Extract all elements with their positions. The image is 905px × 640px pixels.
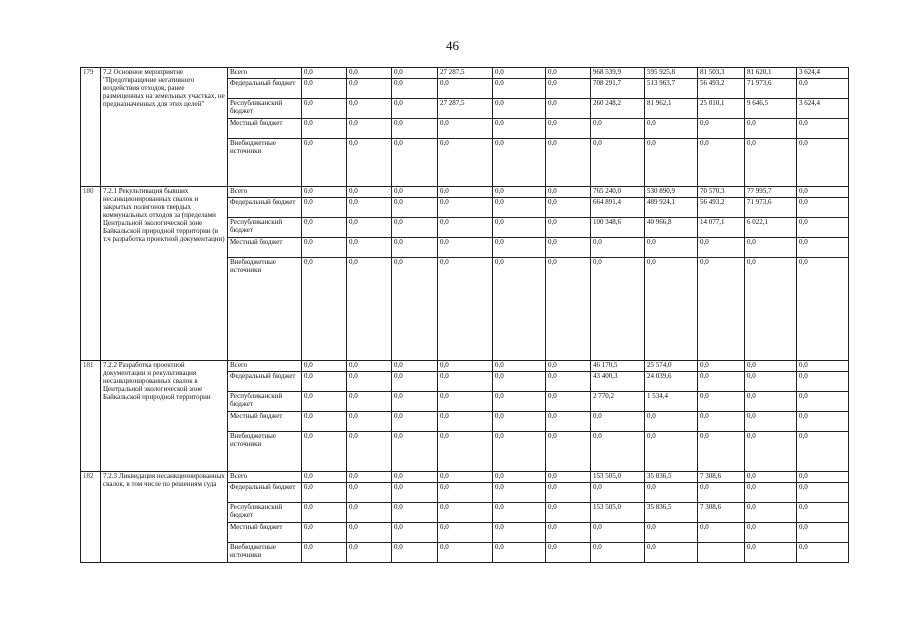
value-cell: 0,0: [493, 68, 546, 79]
value-cell: 595 925,8: [645, 68, 698, 79]
value-cell: 0,0: [493, 392, 546, 412]
value-cell: 0,0: [438, 198, 493, 218]
value-cell: 0,0: [438, 432, 493, 472]
value-cell: 0,0: [797, 218, 849, 238]
value-cell: 0,0: [745, 238, 797, 258]
value-cell: 0,0: [392, 392, 438, 412]
measure-name: 7.2.3 Ликвидация несанкционированных свалок, в том числе по решениям суда: [101, 472, 228, 563]
value-cell: 0,0: [438, 238, 493, 258]
value-cell: 0,0: [493, 372, 546, 392]
value-cell: 0,0: [347, 503, 392, 523]
value-cell: 0,0: [493, 79, 546, 99]
value-cell: 7 308,6: [698, 472, 745, 483]
value-cell: 0,0: [591, 483, 645, 503]
value-cell: 765 240,0: [591, 187, 645, 198]
value-cell: 0,0: [745, 119, 797, 139]
value-cell: 0,0: [493, 483, 546, 503]
value-cell: 0,0: [546, 372, 591, 392]
value-cell: 0,0: [546, 392, 591, 412]
value-cell: 0,0: [302, 361, 347, 372]
value-cell: 153 505,0: [591, 472, 645, 483]
value-cell: 0,0: [546, 187, 591, 198]
value-cell: 43 400,3: [591, 372, 645, 392]
value-cell: 0,0: [392, 432, 438, 472]
value-cell: 0,0: [797, 361, 849, 372]
value-cell: 0,0: [302, 472, 347, 483]
value-cell: 0,0: [392, 503, 438, 523]
value-cell: 0,0: [347, 99, 392, 119]
value-cell: 0,0: [347, 523, 392, 543]
value-cell: 0,0: [591, 543, 645, 563]
value-cell: 0,0: [347, 361, 392, 372]
value-cell: 0,0: [745, 139, 797, 187]
value-cell: 0,0: [302, 483, 347, 503]
value-cell: 0,0: [302, 503, 347, 523]
value-cell: 0,0: [438, 139, 493, 187]
value-cell: 0,0: [698, 372, 745, 392]
value-cell: 0,0: [797, 238, 849, 258]
value-cell: 0,0: [438, 412, 493, 432]
value-cell: 0,0: [392, 361, 438, 372]
value-cell: 0,0: [438, 483, 493, 503]
value-cell: 81 620,1: [745, 68, 797, 79]
value-cell: 0,0: [392, 119, 438, 139]
value-cell: 0,0: [546, 361, 591, 372]
value-cell: 0,0: [493, 412, 546, 432]
value-cell: 530 890,9: [645, 187, 698, 198]
table-row: [81, 68, 849, 79]
value-cell: 0,0: [698, 238, 745, 258]
value-cell: 0,0: [302, 68, 347, 79]
value-cell: 0,0: [745, 503, 797, 523]
value-cell: 0,0: [546, 432, 591, 472]
value-cell: 0,0: [591, 238, 645, 258]
value-cell: 81 503,3: [698, 68, 745, 79]
value-cell: 0,0: [745, 372, 797, 392]
value-cell: 56 493,2: [698, 79, 745, 99]
value-cell: 0,0: [493, 503, 546, 523]
value-cell: 0,0: [347, 119, 392, 139]
value-cell: 0,0: [438, 361, 493, 372]
value-cell: 0,0: [546, 483, 591, 503]
value-cell: 0,0: [745, 258, 797, 361]
value-cell: 0,0: [493, 139, 546, 187]
value-cell: 0,0: [591, 523, 645, 543]
value-cell: 3 624,4: [797, 68, 849, 79]
row-number: 181: [81, 361, 101, 472]
funding-source: Внебюджетные источники: [228, 432, 302, 472]
value-cell: 0,0: [745, 412, 797, 432]
value-cell: 0,0: [546, 238, 591, 258]
value-cell: 0,0: [347, 218, 392, 238]
value-cell: 0,0: [698, 412, 745, 432]
value-cell: 0,0: [392, 258, 438, 361]
value-cell: 2 770,2: [591, 392, 645, 412]
value-cell: 0,0: [698, 432, 745, 472]
value-cell: 0,0: [347, 139, 392, 187]
table-row: [81, 472, 849, 483]
value-cell: 0,0: [347, 432, 392, 472]
value-cell: 0,0: [493, 361, 546, 372]
value-cell: 0,0: [645, 543, 698, 563]
value-cell: 0,0: [745, 392, 797, 412]
value-cell: 0,0: [302, 238, 347, 258]
value-cell: 0,0: [392, 218, 438, 238]
value-cell: 0,0: [645, 523, 698, 543]
value-cell: 0,0: [698, 483, 745, 503]
funding-source: Всего: [228, 187, 302, 198]
value-cell: 3 624,4: [797, 99, 849, 119]
value-cell: 0,0: [645, 412, 698, 432]
value-cell: 0,0: [302, 79, 347, 99]
value-cell: 56 493,2: [698, 198, 745, 218]
value-cell: 0,0: [546, 503, 591, 523]
value-cell: 0,0: [438, 119, 493, 139]
value-cell: 0,0: [493, 432, 546, 472]
funding-source: Республиканский бюджет: [228, 218, 302, 238]
value-cell: 0,0: [797, 372, 849, 392]
value-cell: 0,0: [347, 372, 392, 392]
value-cell: 77 995,7: [745, 187, 797, 198]
value-cell: 0,0: [392, 238, 438, 258]
value-cell: 0,0: [392, 198, 438, 218]
value-cell: 0,0: [438, 523, 493, 543]
value-cell: 0,0: [797, 472, 849, 483]
value-cell: 6 022,1: [745, 218, 797, 238]
value-cell: 0,0: [546, 412, 591, 432]
funding-source: Местный бюджет: [228, 523, 302, 543]
value-cell: 0,0: [797, 198, 849, 218]
value-cell: 0,0: [302, 198, 347, 218]
value-cell: 0,0: [347, 68, 392, 79]
value-cell: 0,0: [546, 198, 591, 218]
value-cell: 0,0: [438, 392, 493, 412]
value-cell: 0,0: [493, 218, 546, 238]
value-cell: 0,0: [347, 198, 392, 218]
funding-source: Федеральный бюджет: [228, 483, 302, 503]
value-cell: 0,0: [546, 543, 591, 563]
value-cell: 0,0: [302, 412, 347, 432]
value-cell: 0,0: [347, 483, 392, 503]
value-cell: 0,0: [645, 238, 698, 258]
value-cell: 0,0: [347, 392, 392, 412]
value-cell: 0,0: [797, 139, 849, 187]
funding-source: Местный бюджет: [228, 119, 302, 139]
value-cell: 0,0: [302, 432, 347, 472]
value-cell: 0,0: [797, 543, 849, 563]
value-cell: 0,0: [302, 218, 347, 238]
value-cell: 0,0: [392, 99, 438, 119]
measure-name: 7.2.1 Рекультивация бывших несанкционированных свалок и закрытых полигонов твердых коммунальных отходов за (пределами Центральной экологической зоне Байкальской природной территории (в т.ч разработка проектной документации): [101, 187, 228, 361]
value-cell: 0,0: [302, 187, 347, 198]
value-cell: 0,0: [302, 119, 347, 139]
value-cell: 0,0: [745, 523, 797, 543]
value-cell: 0,0: [797, 392, 849, 412]
funding-source: Республиканский бюджет: [228, 99, 302, 119]
value-cell: 0,0: [347, 258, 392, 361]
value-cell: 0,0: [347, 238, 392, 258]
value-cell: 0,0: [645, 119, 698, 139]
value-cell: 0,0: [797, 523, 849, 543]
value-cell: 0,0: [493, 543, 546, 563]
value-cell: 0,0: [546, 99, 591, 119]
value-cell: 24 039,6: [645, 372, 698, 392]
value-cell: 0,0: [493, 99, 546, 119]
value-cell: 260 248,2: [591, 99, 645, 119]
value-cell: 27 287,5: [438, 68, 493, 79]
value-cell: 0,0: [438, 79, 493, 99]
funding-source: Федеральный бюджет: [228, 372, 302, 392]
value-cell: 0,0: [392, 68, 438, 79]
value-cell: 0,0: [698, 361, 745, 372]
value-cell: 0,0: [745, 543, 797, 563]
funding-source: Внебюджетные источники: [228, 543, 302, 563]
value-cell: 0,0: [797, 432, 849, 472]
value-cell: 40 966,8: [645, 218, 698, 238]
value-cell: 0,0: [745, 432, 797, 472]
value-cell: 0,0: [493, 119, 546, 139]
value-cell: 0,0: [797, 187, 849, 198]
value-cell: 0,0: [698, 119, 745, 139]
value-cell: 0,0: [347, 79, 392, 99]
value-cell: 0,0: [698, 523, 745, 543]
value-cell: 0,0: [493, 238, 546, 258]
value-cell: 0,0: [591, 258, 645, 361]
value-cell: 25 010,1: [698, 99, 745, 119]
value-cell: 0,0: [745, 483, 797, 503]
value-cell: 0,0: [797, 79, 849, 99]
value-cell: 0,0: [493, 198, 546, 218]
value-cell: 0,0: [546, 218, 591, 238]
value-cell: 0,0: [438, 258, 493, 361]
funding-source: Всего: [228, 472, 302, 483]
value-cell: 0,0: [392, 523, 438, 543]
value-cell: 0,0: [797, 483, 849, 503]
row-number: 179: [81, 68, 101, 187]
value-cell: 0,0: [698, 392, 745, 412]
value-cell: 0,0: [797, 119, 849, 139]
value-cell: 0,0: [645, 139, 698, 187]
value-cell: 0,0: [493, 472, 546, 483]
value-cell: 664 891,4: [591, 198, 645, 218]
value-cell: [698, 543, 745, 563]
value-cell: 35 836,5: [645, 472, 698, 483]
value-cell: 0,0: [698, 258, 745, 361]
value-cell: 708 291,7: [591, 79, 645, 99]
value-cell: 81 962,1: [645, 99, 698, 119]
value-cell: 0,0: [438, 543, 493, 563]
value-cell: 0,0: [546, 139, 591, 187]
value-cell: 0,0: [438, 503, 493, 523]
funding-source: Местный бюджет: [228, 412, 302, 432]
value-cell: 35 836,5: [645, 503, 698, 523]
value-cell: 0,0: [546, 472, 591, 483]
value-cell: 0,0: [392, 372, 438, 392]
value-cell: 0,0: [347, 187, 392, 198]
value-cell: 0,0: [493, 258, 546, 361]
value-cell: 153 505,0: [591, 503, 645, 523]
value-cell: 27 287,5: [438, 99, 493, 119]
value-cell: 0,0: [493, 187, 546, 198]
value-cell: 9 646,5: [745, 99, 797, 119]
value-cell: 0,0: [546, 79, 591, 99]
value-cell: 14 077,1: [698, 218, 745, 238]
value-cell: 0,0: [546, 68, 591, 79]
value-cell: 0,0: [392, 472, 438, 483]
budget-table: [80, 67, 849, 563]
row-number: 182: [81, 472, 101, 563]
value-cell: 0,0: [698, 139, 745, 187]
value-cell: 0,0: [392, 543, 438, 563]
value-cell: 0,0: [438, 472, 493, 483]
funding-source: Внебюджетные источники: [228, 139, 302, 187]
value-cell: 46 170,5: [591, 361, 645, 372]
funding-source: Местный бюджет: [228, 238, 302, 258]
funding-source: Республиканский бюджет: [228, 392, 302, 412]
value-cell: 0,0: [546, 258, 591, 361]
funding-source: Всего: [228, 68, 302, 79]
value-cell: 0,0: [546, 119, 591, 139]
value-cell: 0,0: [347, 412, 392, 432]
value-cell: 0,0: [392, 483, 438, 503]
value-cell: 0,0: [392, 79, 438, 99]
value-cell: 0,0: [438, 187, 493, 198]
row-number: 180: [81, 187, 101, 361]
table-row: [81, 361, 849, 372]
value-cell: 0,0: [438, 372, 493, 392]
value-cell: 0,0: [392, 412, 438, 432]
value-cell: 0,0: [645, 432, 698, 472]
value-cell: 7 308,6: [698, 503, 745, 523]
value-cell: 0,0: [546, 523, 591, 543]
value-cell: 0,0: [302, 258, 347, 361]
value-cell: 0,0: [347, 543, 392, 563]
measure-name: 7.2 Основное мероприятие "Предотвращение негативного воздействия отходов, ранее размещенных на земельных участках, не предназначенных для этих целей": [101, 68, 228, 187]
value-cell: 968 539,9: [591, 68, 645, 79]
value-cell: 0,0: [302, 392, 347, 412]
value-cell: 0,0: [591, 139, 645, 187]
measure-name: 7.2.2 Разработка проектной документации и рекультивация несанкционированных свалок в Центральной экологической зоне Байкальской природной территории: [101, 361, 228, 472]
value-cell: 0,0: [302, 372, 347, 392]
value-cell: 71 973,6: [745, 79, 797, 99]
page-number: 46: [446, 38, 459, 53]
value-cell: 70 570,3: [698, 187, 745, 198]
value-cell: 0,0: [347, 472, 392, 483]
value-cell: 0,0: [745, 361, 797, 372]
value-cell: 0,0: [302, 523, 347, 543]
value-cell: 1 534,4: [645, 392, 698, 412]
funding-source: Федеральный бюджет: [228, 198, 302, 218]
value-cell: 0,0: [392, 139, 438, 187]
table-row: [81, 187, 849, 198]
value-cell: 0,0: [591, 119, 645, 139]
value-cell: 100 348,6: [591, 218, 645, 238]
value-cell: 0,0: [797, 412, 849, 432]
value-cell: 0,0: [438, 218, 493, 238]
value-cell: 0,0: [797, 503, 849, 523]
value-cell: 0,0: [302, 543, 347, 563]
value-cell: 0,0: [645, 483, 698, 503]
value-cell: 0,0: [302, 139, 347, 187]
value-cell: 25 574,0: [645, 361, 698, 372]
value-cell: 0,0: [392, 187, 438, 198]
value-cell: 0,0: [591, 412, 645, 432]
value-cell: 0,0: [745, 472, 797, 483]
value-cell: 0,0: [797, 258, 849, 361]
value-cell: 513 963,7: [645, 79, 698, 99]
value-cell: 0,0: [493, 523, 546, 543]
value-cell: 0,0: [645, 258, 698, 361]
funding-source: Федеральный бюджет: [228, 79, 302, 99]
funding-source: Республиканский бюджет: [228, 503, 302, 523]
value-cell: 0,0: [302, 99, 347, 119]
value-cell: 489 924,1: [645, 198, 698, 218]
value-cell: 71 973,6: [745, 198, 797, 218]
value-cell: 0,0: [591, 432, 645, 472]
funding-source: Всего: [228, 361, 302, 372]
funding-source: Внебюджетные источники: [228, 258, 302, 361]
